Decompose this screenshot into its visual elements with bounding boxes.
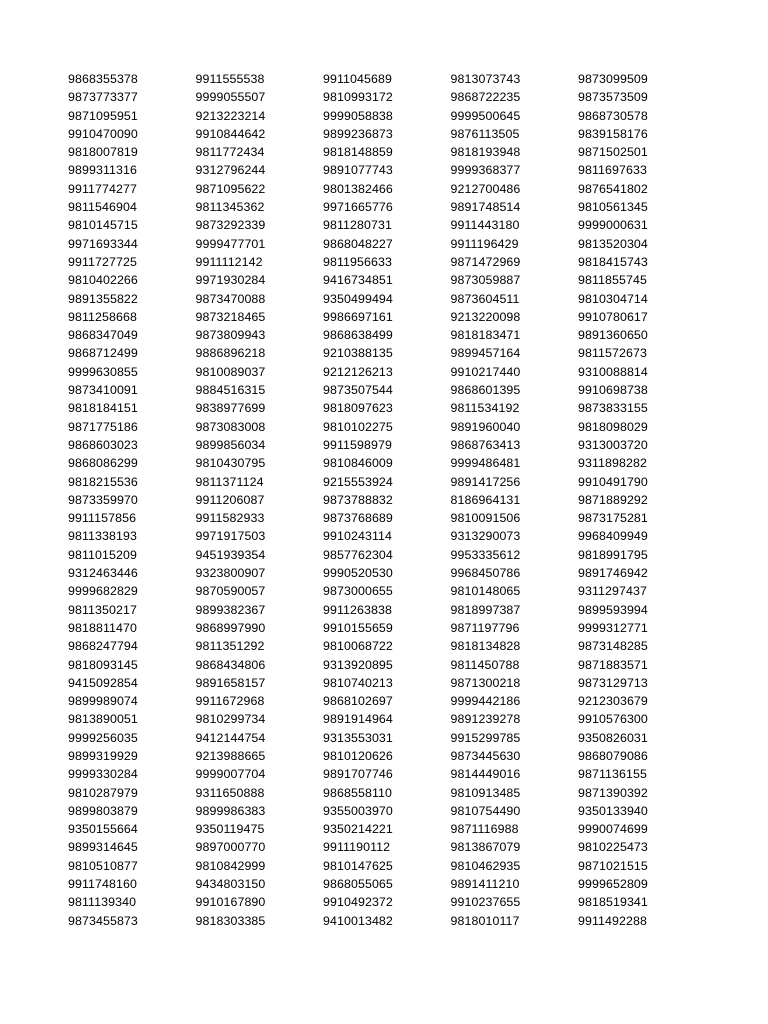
phone-number-cell: 9873833155 <box>578 401 648 416</box>
phone-number-cell: 9810299734 <box>195 712 266 727</box>
phone-number-cell: 9818991795 <box>578 547 648 562</box>
phone-number-cell: 9870590057 <box>195 584 266 599</box>
phone-number-cell: 9811350217 <box>68 602 137 617</box>
phone-number-cell: 9911727725 <box>68 254 137 269</box>
phone-number-cell: 9910217440 <box>450 364 521 379</box>
phone-number-cell: 9968450786 <box>450 566 521 581</box>
phone-number-cell: 9891411210 <box>450 877 520 892</box>
phone-number-cell: 9818193948 <box>450 145 521 160</box>
phone-number-cell: 9810287979 <box>68 785 138 800</box>
phone-number-cell: 9412144754 <box>195 730 266 745</box>
phone-number-cell: 9810430795 <box>195 456 266 471</box>
phone-number-cell: 9818134828 <box>450 639 521 654</box>
phone-number-cell: 9871116988 <box>450 822 519 837</box>
phone-number-cell: 9416734851 <box>323 273 393 288</box>
phone-number-cell: 9873129713 <box>578 675 648 690</box>
phone-number-cell: 9310088814 <box>578 364 648 379</box>
table-column-4 <box>451 70 579 930</box>
phone-number-cell: 9873148285 <box>578 639 648 654</box>
phone-number-cell: 9999330284 <box>68 767 138 782</box>
phone-number-cell: 9910576300 <box>578 712 648 727</box>
phone-number-cell: 9818098029 <box>578 419 648 434</box>
phone-number-cell: 9811345362 <box>195 200 265 215</box>
phone-number-cell: 9911045689 <box>323 72 392 86</box>
phone-number-cell: 9811371124 <box>195 474 264 489</box>
phone-number-cell: 9810402266 <box>68 273 138 288</box>
phone-number-cell: 9810304714 <box>578 291 648 306</box>
phone-number-cell: 9213220098 <box>450 309 521 324</box>
phone-number-cell: 9210388135 <box>323 346 393 361</box>
phone-number-cell: 9868086299 <box>68 456 138 471</box>
phone-number-cell: 9857762304 <box>323 547 393 562</box>
phone-number-cell: 9813073743 <box>450 72 521 86</box>
phone-number-cell: 9811450788 <box>450 657 520 672</box>
phone-number-cell: 9871095622 <box>195 181 266 196</box>
phone-number-cell: 9871472969 <box>450 254 521 269</box>
phone-number-cell: 9323800907 <box>195 566 266 581</box>
phone-number-cell: 9873773377 <box>68 90 138 105</box>
phone-number-cell: 9910844642 <box>195 126 266 141</box>
phone-number-cell: 9811351292 <box>195 639 265 654</box>
phone-number-cell: 9810510877 <box>68 858 138 873</box>
phone-number-cell: 9813890051 <box>68 712 138 727</box>
phone-number-cell: 9811280731 <box>323 218 392 233</box>
phone-number-cell: 9911196429 <box>450 236 519 251</box>
phone-number-cell: 9968409949 <box>578 529 648 544</box>
phone-number-cell: 9212700486 <box>450 181 521 196</box>
phone-number-cell: 9868247794 <box>68 639 138 654</box>
phone-number-cell: 9868434806 <box>195 657 266 672</box>
phone-number-cell: 9891748514 <box>450 200 521 215</box>
phone-number-cell: 9839158176 <box>578 126 648 141</box>
phone-number-cell: 9910155659 <box>323 620 393 635</box>
phone-number-cell: 9911492288 <box>578 913 647 928</box>
phone-number-cell: 9873507544 <box>323 383 393 398</box>
phone-number-cell: 9355003970 <box>323 803 393 818</box>
phone-number-cell: 9911598979 <box>323 437 392 452</box>
phone-number-cell: 9873573509 <box>578 90 648 105</box>
phone-number-cell: 9312796244 <box>195 163 266 178</box>
phone-number-cell: 9810145715 <box>68 218 138 233</box>
phone-number-cell: 9212303679 <box>578 694 648 709</box>
phone-number-cell: 9910470090 <box>68 126 138 141</box>
phone-number-cell: 9871775186 <box>68 419 138 434</box>
phone-number-cell: 9999682829 <box>68 584 138 599</box>
phone-number-cell: 9811546904 <box>68 200 137 215</box>
table-column-1 <box>68 70 196 930</box>
phone-number-cell: 9999000631 <box>578 218 648 233</box>
phone-number-cell: 9899856034 <box>195 437 266 452</box>
phone-number-cell: 9911748160 <box>68 877 137 892</box>
phone-number-cell: 9838977699 <box>195 401 266 416</box>
phone-number-cell: 9868722235 <box>450 90 521 105</box>
phone-number-cell: 9868712499 <box>68 346 138 361</box>
phone-number-cell: 9811697633 <box>578 163 647 178</box>
phone-number-cell: 9999312771 <box>578 620 648 635</box>
phone-number-cell: 9911555538 <box>195 72 265 86</box>
phone-number-cell: 9818007819 <box>68 145 138 160</box>
phone-number-cell: 9876541802 <box>578 181 648 196</box>
phone-number-cell: 9810148065 <box>450 584 521 599</box>
phone-number-cell: 9813520304 <box>578 236 648 251</box>
phone-number-cell: 9911672968 <box>195 694 265 709</box>
phone-number-cell: 9868638499 <box>323 328 393 343</box>
phone-number-cell: 9868347049 <box>68 328 138 343</box>
phone-number-cell: 9871502501 <box>578 145 648 160</box>
phone-number-cell: 9810561345 <box>578 200 648 215</box>
phone-number-cell: 9910243114 <box>323 529 392 544</box>
phone-number-cell: 9868055065 <box>323 877 393 892</box>
phone-number-cell: 9911774277 <box>68 181 137 196</box>
phone-number-cell: 9915299785 <box>450 730 521 745</box>
phone-number-cell: 9818148859 <box>323 145 393 160</box>
phone-number-cell: 9311650888 <box>195 785 265 800</box>
phone-number-cell: 9810068722 <box>323 639 393 654</box>
phone-number-cell: 9971930284 <box>195 273 266 288</box>
phone-number-cell: 9810225473 <box>578 840 648 855</box>
phone-number-cell: 9811772434 <box>195 145 265 160</box>
phone-number-cell: 9871300218 <box>450 675 521 690</box>
phone-number-cell: 9891360650 <box>578 328 648 343</box>
phone-number-cell: 9999256035 <box>68 730 138 745</box>
phone-number-cell: 9990074699 <box>578 822 648 837</box>
phone-number-cell: 9871136155 <box>578 767 647 782</box>
phone-number-cell: 9350826031 <box>578 730 648 745</box>
phone-number-cell: 9871021515 <box>578 858 648 873</box>
phone-number-cell: 9899236873 <box>323 126 393 141</box>
phone-number-cell: 9873604511 <box>450 291 520 306</box>
phone-number-cell: 9313920895 <box>323 657 393 672</box>
phone-number-cell: 9213988665 <box>195 748 266 763</box>
phone-number-cell: 9999055507 <box>195 90 266 105</box>
phone-number-cell: 9813867079 <box>450 840 521 855</box>
phone-number-cell: 9911582933 <box>195 511 265 526</box>
phone-number-cell: 9891239278 <box>450 712 521 727</box>
phone-number-cell: 9212126213 <box>323 364 393 379</box>
phone-number-cell: 9810842999 <box>195 858 266 873</box>
phone-number-cell: 9810754490 <box>450 803 521 818</box>
phone-number-cell: 9868355378 <box>68 72 138 86</box>
phone-number-cell: 9818093145 <box>68 657 138 672</box>
table-column-3 <box>323 70 451 930</box>
phone-number-cell: 9215553924 <box>323 474 393 489</box>
phone-number-cell: 9899319929 <box>68 748 138 763</box>
phone-number-cell: 9811855745 <box>578 273 647 288</box>
phone-number-cell: 9899314645 <box>68 840 138 855</box>
phone-number-cell: 9818183471 <box>450 328 521 343</box>
phone-number-cell: 9871095951 <box>68 108 138 123</box>
table-column-5 <box>578 70 706 930</box>
phone-number-cell: 9350214221 <box>323 822 393 837</box>
phone-number-cell: 9891417256 <box>450 474 521 489</box>
phone-number-cell: 9818415743 <box>578 254 648 269</box>
phone-number-cell: 9891914964 <box>323 712 393 727</box>
phone-number-cell: 9810846009 <box>323 456 393 471</box>
phone-number-cell: 9818303385 <box>195 913 266 928</box>
phone-number-cell: 9910237655 <box>450 895 521 910</box>
phone-number-cell: 9873410091 <box>68 383 138 398</box>
phone-number-cell: 8186964131 <box>450 492 521 507</box>
phone-number-cell: 9871390392 <box>578 785 648 800</box>
phone-number-cell: 9910167890 <box>195 895 266 910</box>
phone-number-cell: 9873788832 <box>323 492 393 507</box>
phone-number-cell: 9999368377 <box>450 163 521 178</box>
phone-number-cell: 9350119475 <box>195 822 265 837</box>
phone-number-cell: 9897000770 <box>195 840 266 855</box>
phone-number-cell: 9899382367 <box>195 602 266 617</box>
phone-number-cell: 9810102275 <box>323 419 393 434</box>
phone-number-cell: 9910780617 <box>578 309 648 324</box>
phone-number-table <box>68 70 706 930</box>
phone-number-cell: 9312463446 <box>68 566 138 581</box>
phone-number-cell: 9818519341 <box>578 895 648 910</box>
phone-number-cell: 9213223214 <box>195 108 266 123</box>
phone-number-cell: 9990520530 <box>323 566 393 581</box>
phone-number-cell: 9899803879 <box>68 803 138 818</box>
phone-number-cell: 9886896218 <box>195 346 266 361</box>
phone-number-cell: 9999442186 <box>450 694 521 709</box>
phone-number-cell: 9873470088 <box>195 291 266 306</box>
phone-number-cell: 9868102697 <box>323 694 393 709</box>
phone-number-cell: 9350155664 <box>68 822 138 837</box>
phone-number-cell: 9810462935 <box>450 858 521 873</box>
phone-number-cell: 9868997990 <box>195 620 266 635</box>
phone-number-cell: 9810147625 <box>323 858 393 873</box>
phone-number-cell: 9810120626 <box>323 748 393 763</box>
phone-number-cell: 9911112142 <box>195 254 263 269</box>
phone-number-cell: 9868079086 <box>578 748 648 763</box>
phone-number-cell: 9415092854 <box>68 675 138 690</box>
phone-number-cell: 9811139340 <box>68 895 137 910</box>
phone-number-cell: 9999058838 <box>323 108 393 123</box>
phone-number-cell: 9451939354 <box>195 547 266 562</box>
phone-number-cell: 9818215536 <box>68 474 138 489</box>
phone-number-cell: 9350133940 <box>578 803 648 818</box>
phone-number-cell: 9873359970 <box>68 492 138 507</box>
phone-number-cell: 9873218465 <box>195 309 266 324</box>
phone-number-cell: 9899311316 <box>68 163 137 178</box>
phone-number-cell: 9999486481 <box>450 456 521 471</box>
phone-number-cell: 9873809943 <box>195 328 266 343</box>
phone-number-cell: 9891077743 <box>323 163 393 178</box>
phone-number-cell: 9871889292 <box>578 492 648 507</box>
phone-number-cell: 9818097623 <box>323 401 393 416</box>
phone-number-cell: 9891746942 <box>578 566 648 581</box>
phone-number-cell: 9911190112 <box>323 840 391 855</box>
phone-number-cell: 9811015209 <box>68 547 137 562</box>
phone-number-cell: 9871197796 <box>450 620 520 635</box>
phone-number-cell: 9410013482 <box>323 913 393 928</box>
phone-number-cell: 9910698738 <box>578 383 648 398</box>
phone-number-cell: 9434803150 <box>195 877 266 892</box>
phone-number-cell: 9873175281 <box>578 511 648 526</box>
phone-number-cell: 9891658157 <box>195 675 266 690</box>
phone-number-cell: 9971693344 <box>68 236 138 251</box>
phone-number-cell: 9810993172 <box>323 90 393 105</box>
phone-number-cell: 9999630855 <box>68 364 138 379</box>
phone-number-cell: 9873445630 <box>450 748 521 763</box>
phone-number-cell: 9911443180 <box>450 218 520 233</box>
phone-number-cell: 9899457164 <box>450 346 521 361</box>
phone-number-cell: 9311297437 <box>578 584 647 599</box>
phone-number-cell: 9810913485 <box>450 785 521 800</box>
phone-number-cell: 9899986383 <box>195 803 266 818</box>
phone-number-cell: 9873083008 <box>195 419 266 434</box>
phone-number-cell: 9811572673 <box>578 346 647 361</box>
phone-number-cell: 9811258668 <box>68 309 137 324</box>
phone-number-cell: 9811956633 <box>323 254 392 269</box>
table-column-2 <box>196 70 324 930</box>
phone-number-cell: 9313003720 <box>578 437 648 452</box>
phone-number-cell: 9810089037 <box>195 364 266 379</box>
phone-number-cell: 9868730578 <box>578 108 648 123</box>
phone-number-cell: 9891960040 <box>450 419 521 434</box>
phone-number-cell: 9999477701 <box>195 236 266 251</box>
phone-number-cell: 9999652809 <box>578 877 648 892</box>
phone-number-cell: 9899593994 <box>578 602 648 617</box>
phone-number-cell: 9910491790 <box>578 474 648 489</box>
phone-number-cell: 9999007704 <box>195 767 266 782</box>
phone-number-cell: 9873099509 <box>578 72 648 86</box>
phone-number-cell: 9971917503 <box>195 529 266 544</box>
phone-number-cell: 9911157856 <box>68 511 137 526</box>
phone-number-cell: 9868558110 <box>323 785 392 800</box>
phone-number-cell: 9986697161 <box>323 309 393 324</box>
phone-number-cell: 9814449016 <box>450 767 521 782</box>
phone-number-cell: 9313553031 <box>323 730 393 745</box>
phone-number-cell: 9868048227 <box>323 236 393 251</box>
phone-number-cell: 9871883571 <box>578 657 648 672</box>
phone-number-cell: 9911263838 <box>323 602 392 617</box>
phone-number-cell: 9868601395 <box>450 383 521 398</box>
phone-number-cell: 9818811470 <box>68 620 137 635</box>
phone-number-cell: 9873455873 <box>68 913 138 928</box>
phone-number-cell: 9818184151 <box>68 401 138 416</box>
phone-number-cell: 9868603023 <box>68 437 138 452</box>
phone-number-cell: 9818010117 <box>450 913 520 928</box>
phone-number-cell: 9810740213 <box>323 675 393 690</box>
phone-number-cell: 9971665776 <box>323 200 393 215</box>
phone-number-cell: 9999500645 <box>450 108 521 123</box>
phone-number-cell: 9899989074 <box>68 694 138 709</box>
phone-number-cell: 9811338193 <box>68 529 137 544</box>
phone-number-cell: 9810091506 <box>450 511 521 526</box>
phone-number-cell: 9891707746 <box>323 767 393 782</box>
phone-number-cell: 9818997387 <box>450 602 521 617</box>
phone-number-cell: 9868763413 <box>450 437 521 452</box>
phone-number-cell: 9313290073 <box>450 529 521 544</box>
phone-number-cell: 9801382466 <box>323 181 393 196</box>
phone-number-cell: 9891355822 <box>68 291 138 306</box>
phone-number-cell: 9811534192 <box>450 401 520 416</box>
phone-number-cell: 9910492372 <box>323 895 393 910</box>
phone-number-cell: 9884516315 <box>195 383 266 398</box>
phone-number-cell: 9350499494 <box>323 291 393 306</box>
phone-number-cell: 9876113505 <box>450 126 520 141</box>
phone-number-cell: 9873292339 <box>195 218 266 233</box>
phone-number-cell: 9953335612 <box>450 547 521 562</box>
phone-number-cell: 9873059887 <box>450 273 521 288</box>
phone-number-cell: 9911206087 <box>195 492 265 507</box>
phone-number-cell: 9873000655 <box>323 584 393 599</box>
phone-number-cell: 9873768689 <box>323 511 393 526</box>
phone-number-cell: 9311898282 <box>578 456 647 471</box>
